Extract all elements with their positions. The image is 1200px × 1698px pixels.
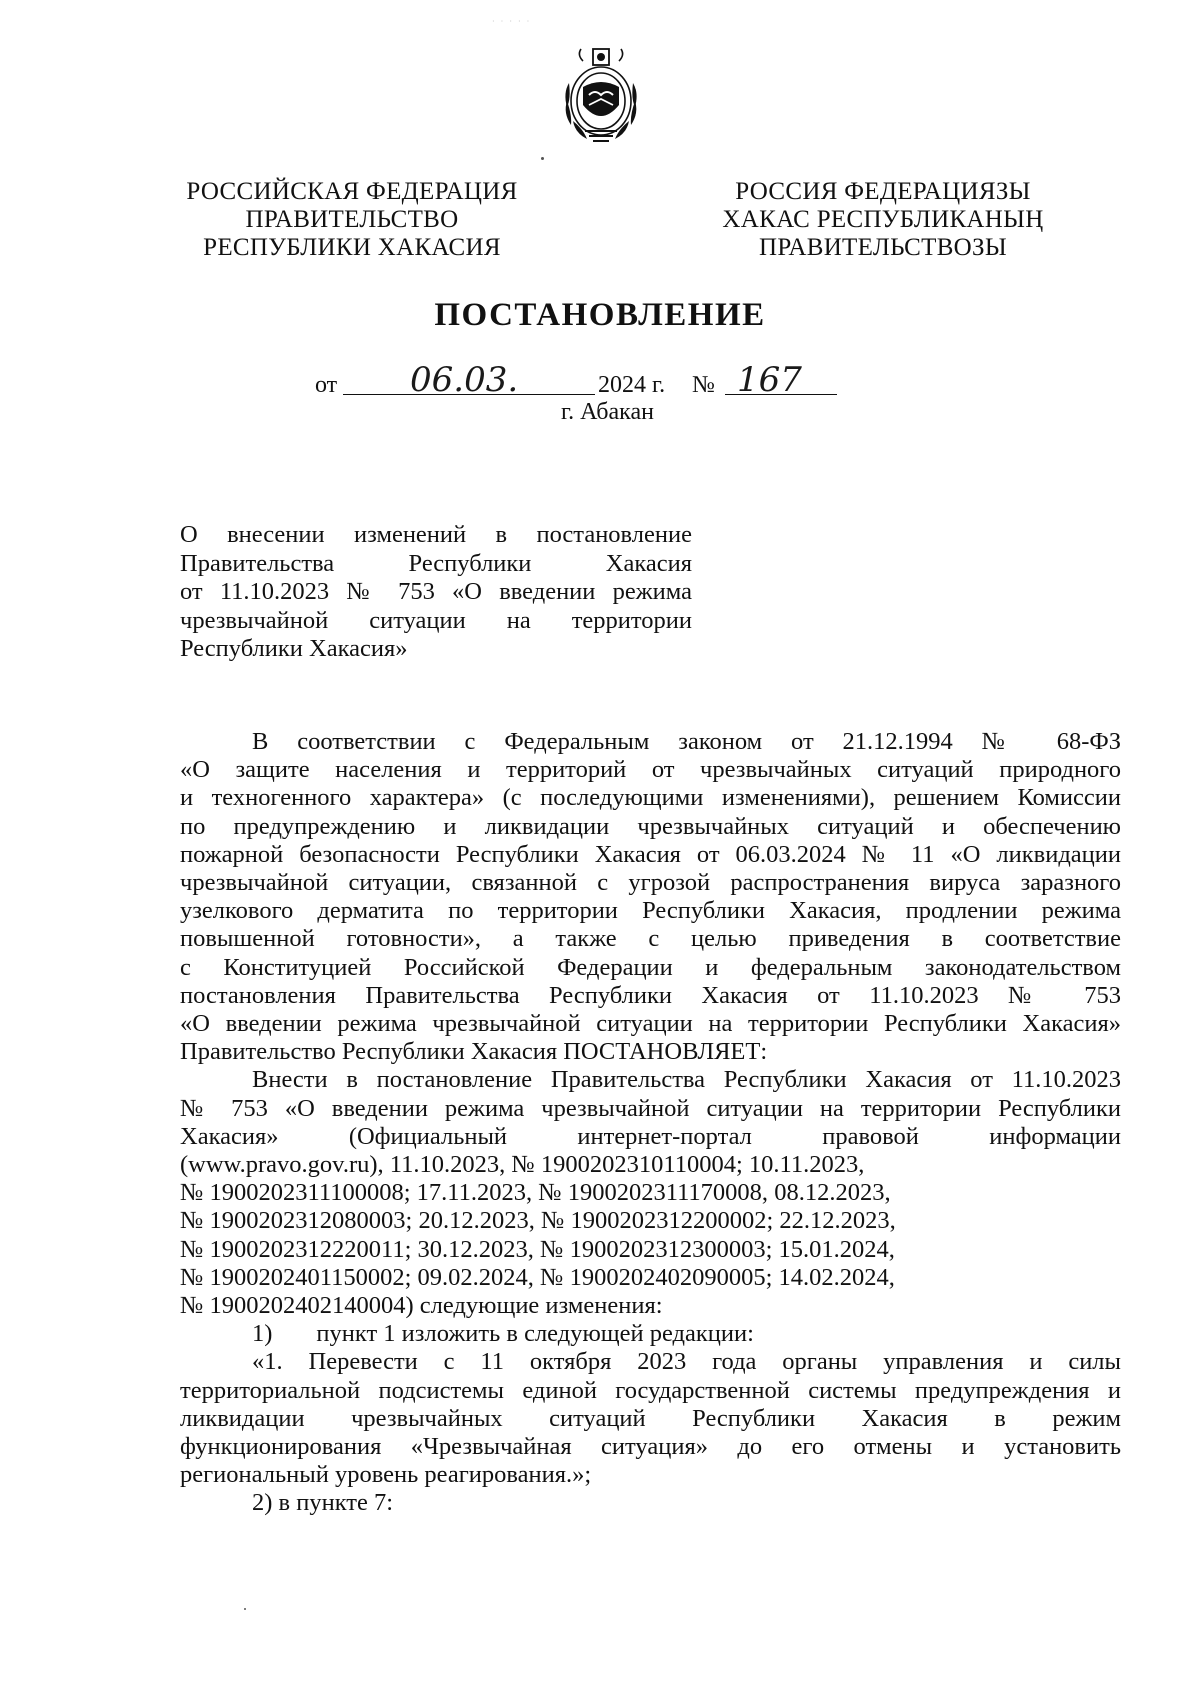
item-1-text: пункт 1 изложить в следующей редакции: [316,1320,754,1348]
ref-cell: № [511,1151,535,1179]
amend-ref-row [180,1179,1121,1207]
preamble-line: чрезвычайной ситуации, связанной с угрозой распространения вируса заразного [180,869,1121,897]
year-label: 2024 г. [598,372,666,398]
handwritten-date: 06.03. [410,360,519,400]
scan-dot [244,1608,246,1610]
header-right-line: ПРАВИТЕЛЬСТВОЗЫ [759,234,1007,261]
preamble-line: повышенной готовности», а также с целью приведения в соответствие [180,925,1121,953]
ref-cell: 1900202312200002; [570,1207,774,1235]
scan-dot [541,157,544,160]
ref-cell: 1900202311170008, [567,1179,769,1207]
ref-cell: 1900202311100008; [209,1179,411,1207]
ref-cell: 20.12.2023, [418,1207,535,1235]
ref-cell: 09.02.2024, [417,1263,534,1291]
header-right-line: РОССИЯ ФЕДЕРАЦИЯЗЫ [735,178,1031,205]
amend-ref-row [180,1151,1121,1179]
subject-line: Правительства Республики Хакасия [180,549,692,577]
scan-artifact: · · · · · [492,17,532,26]
ref-cell: 1900202312300003; [569,1235,773,1263]
preamble-line: «О введении режима чрезвычайной ситуации на территории Республики Хакасия» [180,1010,1121,1038]
ref-cell: № [540,1207,565,1235]
subject-line: от 11.10.2023 № 753 «О введении режима [180,578,692,605]
subject-line: Республики Хакасия» [180,635,408,662]
ref-cell: № [180,1263,204,1291]
ref-cell: 11.10.2023, [389,1151,506,1179]
from-label: от [315,372,338,398]
ref-cell: № [180,1179,204,1207]
number-label: № [692,372,715,398]
amend-line: № 753 «О введении режима чрезвычайной ситуации на территории Республики [180,1094,1121,1122]
quote-line: территориальной подсистемы единой государственной системы предупреждения и [180,1376,1121,1404]
subject-line: О внесении изменений в постановление [180,521,692,548]
item-1-label: 1) [252,1320,273,1348]
preamble-line: В соответствии с Федеральным законом от 21.12.1994 № 68-ФЗ [252,728,1121,755]
amend-ref-row [180,1207,1121,1235]
ref-cell: 15.01.2024, [778,1235,895,1263]
ref-cell: 1900202310110004; [540,1151,743,1179]
ref-cell: 1900202402090005; [569,1263,773,1291]
header-left-line: РОССИЙСКАЯ ФЕДЕРАЦИЯ [186,178,518,205]
preamble-line: Правительство Республики Хакасия ПОСТАНОВЛЯЕТ: [180,1038,768,1066]
preamble-line: пожарной безопасности Республики Хакасия от 06.03.2024 № 11 «О ликвидации [180,840,1121,868]
khakassia-emblem-icon [553,43,649,147]
document-subject [180,521,692,664]
amend-tail: № 1900202402140004) следующие изменения: [180,1292,663,1320]
header-left-line: РЕСПУБЛИКИ ХАКАСИЯ [203,234,501,261]
handwritten-number: 167 [737,360,802,400]
ref-cell: № [180,1207,204,1235]
city-name: г. Абакан [561,399,654,425]
subject-line: чрезвычайной ситуации на территории [180,606,692,634]
ref-cell: 10.11.2023, [748,1151,865,1179]
ref-cell: 1900202312220011; [209,1235,412,1263]
item-1 [180,1320,1121,1348]
preamble-line: постановления Правительства Республики Хакасия от 11.10.2023 № 753 [180,981,1121,1009]
ref-cell: 1900202401150002; [209,1263,412,1291]
ref-cell: № [540,1263,564,1291]
amend-ref-row [180,1236,1121,1264]
header-left-line: ПРАВИТЕЛЬСТВО [245,206,459,233]
ref-cell: № [540,1235,564,1263]
quote-line: «1. Перевести с 11 октября 2023 года органы управления и силы [252,1348,1121,1376]
header-russian [172,178,532,262]
ref-cell: 17.11.2023, [416,1179,533,1207]
amend-line: Внести в постановление Правительства Республики Хакасия от 11.10.2023 [252,1066,1121,1094]
ref-cell: (www.pravo.gov.ru), [180,1151,384,1179]
preamble-line: по предупреждению и ликвидации чрезвычайных ситуаций и обеспечению [180,812,1121,840]
header-khakas [703,178,1063,262]
amend-ref-row [180,1264,1121,1292]
ref-cell: 1900202312080003; [209,1207,413,1235]
quote-line: функционирования «Чрезвычайная ситуация» до его отмены и установить [180,1433,1121,1461]
date-number-line [315,360,915,400]
ref-cell: № [180,1235,204,1263]
ref-cell: № [538,1179,562,1207]
preamble-line: с Конституцией Российской Федерации и федеральным законодательством [180,953,1121,981]
quote-line: региональный уровень реагирования.»; [180,1461,592,1489]
ref-cell: 14.02.2024, [778,1263,895,1291]
ref-cell: 22.12.2023, [779,1207,896,1235]
amend-line: Хакасия» (Официальный интернет-портал правовой информации [180,1122,1121,1150]
quote-line: ликвидации чрезвычайных ситуаций Республики Хакасия в режим [180,1404,1121,1432]
preamble-line: и техногенного характера» (с последующими изменениями), решением Комиссии [180,784,1121,812]
preamble-line: узелкового дерматита по территории Республики Хакасия, продлении режима [180,897,1121,925]
header-right-line: ХАКАС РЕСПУБЛИКАНЫҢ [722,206,1044,233]
ref-cell: 30.12.2023, [417,1235,534,1263]
document-body [180,728,1121,1518]
preamble-line: «О защите населения и территорий от чрезвычайных ситуаций природного [180,756,1121,784]
document-type-title: ПОСТАНОВЛЕНИЕ [434,297,766,333]
item-2: 2) в пункте 7: [252,1489,394,1517]
ref-cell: 08.12.2023, [774,1179,891,1207]
